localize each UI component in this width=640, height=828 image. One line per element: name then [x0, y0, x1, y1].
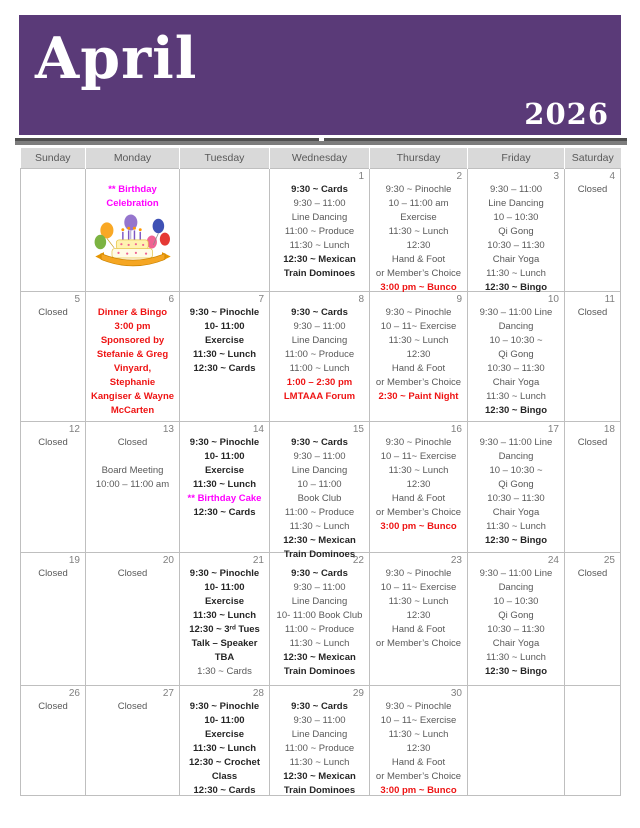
event-line: Chair Yoga	[492, 254, 540, 265]
event-line: 9:30 ~ Pinochle	[385, 568, 452, 579]
event-line: 9:30 ~ Pinochle	[189, 701, 260, 712]
week-row	[21, 422, 621, 553]
week-row	[21, 686, 621, 796]
event-line: Line Dancing	[291, 596, 348, 607]
date-number: 14	[252, 424, 264, 435]
day-cell	[565, 292, 621, 422]
event-line: 10 – 11:00	[297, 479, 342, 490]
event-line: or Member’s Choice	[375, 377, 462, 388]
event-line: ** Birthday Cake	[187, 493, 262, 504]
day-cell	[21, 292, 86, 422]
event-line: Exercise	[204, 465, 245, 476]
event-line: Train Dominoes	[283, 785, 356, 796]
event-line: 10- 11:00	[204, 715, 245, 726]
event-line: Vinyard,	[113, 363, 152, 374]
event-line: 10 – 11~ Exercise	[380, 582, 457, 593]
event-line: Hand & Foot	[391, 624, 446, 635]
day-cell	[565, 553, 621, 686]
event-line: 11:30 ~ Lunch	[388, 335, 449, 346]
date-number: 29	[352, 688, 364, 699]
date-number: 6	[168, 294, 174, 305]
day-header-thursday: Thursday	[370, 148, 468, 169]
date-number: 28	[252, 688, 264, 699]
day-cell-content	[468, 169, 564, 291]
event-line: 9:30 ~ Pinochle	[385, 184, 452, 195]
event-line: Qi Gong	[498, 610, 534, 621]
event-line: 9:30 ~ Cards	[291, 307, 348, 318]
event-line: 12:30 ~ Bingo	[484, 405, 548, 416]
event-line: 11:30 ~ Lunch	[486, 391, 546, 402]
day-header-friday: Friday	[468, 148, 565, 169]
event-line: 11:00 ~ Produce	[284, 226, 355, 237]
event-line: or Member’s Choice	[375, 507, 462, 518]
event-line: 12:30 ~ 3ʳᵈ Tues	[189, 624, 260, 635]
event-line: 9:30 – 11:00 Line	[479, 307, 553, 318]
day-cell-content	[86, 292, 179, 421]
date-number: 25	[603, 555, 615, 566]
event-line: Closed	[577, 307, 608, 318]
date-number: 9	[456, 294, 462, 305]
day-cell-content	[180, 686, 269, 795]
day-cell-content	[370, 686, 467, 795]
event-line: 12:30 ~ Bingo	[484, 535, 548, 546]
day-cell-content	[270, 553, 369, 685]
date-number: 10	[547, 294, 559, 305]
event-line: 11:00 ~ Produce	[284, 349, 355, 360]
event-line: Qi Gong	[498, 349, 534, 360]
date-number: 21	[252, 555, 264, 566]
day-cell	[86, 292, 180, 422]
event-line: Closed	[117, 568, 148, 579]
day-cell	[180, 553, 270, 686]
event-line: Closed	[577, 437, 608, 448]
event-line: 9:30 ~ Pinochle	[385, 701, 452, 712]
day-cell-content	[270, 169, 369, 291]
event-line: Hand & Foot	[391, 757, 446, 768]
day-cell-content	[370, 553, 467, 685]
date-number: 7	[258, 294, 264, 305]
event-line: 9:30 – 11:00	[293, 321, 346, 332]
event-line: 10:30 – 11:30	[487, 493, 545, 504]
event-line: 11:30 ~ Lunch	[289, 240, 350, 251]
event-line: 10- 11:00	[204, 582, 245, 593]
month-banner	[19, 15, 621, 135]
event-line: Exercise	[204, 729, 245, 740]
event-line: Class	[211, 771, 238, 782]
event-line: Closed	[117, 437, 148, 448]
day-cell	[270, 553, 370, 686]
event-line: McCarten	[110, 405, 155, 416]
date-number	[182, 170, 267, 183]
event-line: 1:30 ~ Cards	[197, 666, 252, 677]
event-line: 9:30 – 11:00	[293, 582, 346, 593]
day-cell-content	[370, 292, 467, 421]
day-header-row	[21, 148, 621, 169]
event-line: 11:30 ~ Lunch	[388, 226, 449, 237]
event-line: 3:00 pm	[114, 321, 151, 332]
day-cell-content	[565, 686, 620, 795]
event-line: Kangiser & Wayne	[90, 391, 175, 402]
event-line: 9:30 – 11:00 Line	[479, 568, 553, 579]
event-line: Closed	[38, 307, 68, 318]
day-cell	[21, 422, 86, 553]
day-cell-content	[468, 292, 564, 421]
day-header-sunday: Sunday	[21, 148, 86, 169]
day-cell	[180, 686, 270, 796]
day-cell-content	[21, 292, 85, 421]
event-line: Exercise	[400, 212, 437, 223]
date-number: 24	[547, 555, 559, 566]
event-line: 12:30 ~ Bingo	[484, 666, 548, 677]
day-cell	[86, 422, 180, 553]
event-line: 9:30 ~ Cards	[291, 568, 348, 579]
event-line: 11:30 ~ Lunch	[388, 729, 449, 740]
event-line: 11:30 ~ Lunch	[388, 596, 449, 607]
date-number: 3	[553, 171, 559, 182]
date-number: 1	[358, 171, 364, 182]
day-cell	[270, 292, 370, 422]
day-cell	[468, 292, 565, 422]
day-cell	[468, 422, 565, 553]
week-row	[21, 292, 621, 422]
event-line: 10 – 11:00 am	[388, 198, 449, 209]
divider-notch	[319, 138, 324, 141]
event-line: Exercise	[204, 335, 245, 346]
day-cell-content	[270, 422, 369, 560]
event-line: 9:30 – 11:00	[293, 715, 346, 726]
day-cell	[370, 292, 468, 422]
event-line: 12:30 ~ Mexican	[283, 771, 356, 782]
event-line: or Member’s Choice	[375, 268, 462, 279]
event-line: 11:30 ~ Lunch	[388, 465, 449, 476]
event-line: 12:30	[406, 479, 431, 490]
event-line: Dancing	[498, 451, 534, 462]
day-cell	[270, 422, 370, 560]
event-line: Chair Yoga	[492, 507, 540, 518]
event-line: 2:30 ~ Paint Night	[378, 391, 459, 402]
event-line: 3:00 pm ~ Bunco	[380, 785, 457, 796]
day-cell	[565, 686, 621, 796]
event-line: 9:30 ~ Pinochle	[189, 568, 260, 579]
day-cell	[86, 553, 180, 686]
day-cell	[370, 553, 468, 686]
event-line: 9:30 – 11:00	[293, 451, 346, 462]
day-cell	[21, 553, 86, 686]
event-line: Closed	[577, 568, 608, 579]
day-cell-content	[86, 422, 179, 552]
event-line: 12:30 ~ Cards	[193, 363, 256, 374]
event-line: 11:30 ~ Lunch	[192, 349, 257, 360]
date-number: 8	[358, 294, 364, 305]
event-line: 1:00 – 2:30 pm	[286, 377, 353, 388]
date-number: 26	[68, 688, 80, 699]
event-line: Dancing	[498, 321, 534, 332]
event-line: Stefanie & Greg	[96, 349, 169, 360]
event-line: 9:30 ~ Pinochle	[189, 307, 260, 318]
day-cell-content	[565, 553, 620, 685]
date-number: 4	[609, 171, 615, 182]
event-line: 11:30 ~ Lunch	[289, 638, 350, 649]
day-header-monday: Monday	[86, 148, 180, 169]
event-line: Train Dominoes	[283, 549, 356, 560]
day-cell-content	[468, 686, 564, 795]
event-line: 12:30	[406, 743, 431, 754]
event-line: 12:30 ~ Mexican	[283, 535, 356, 546]
day-cell-content	[21, 169, 85, 291]
day-cell	[86, 169, 180, 292]
event-line: Sponsored by	[100, 335, 165, 346]
day-cell	[468, 169, 565, 292]
event-line: 11:30 ~ Lunch	[192, 610, 257, 621]
event-line: 12:30 ~ Bingo	[484, 282, 548, 293]
event-line: 10- 11:00 Book Club	[276, 610, 363, 621]
event-line: Qi Gong	[498, 479, 534, 490]
day-cell-content	[565, 422, 620, 552]
event-line: 10- 11:00	[204, 451, 245, 462]
day-cell	[180, 169, 270, 292]
event-line: Hand & Foot	[391, 493, 446, 504]
date-number: 13	[162, 424, 174, 435]
day-cell	[370, 169, 468, 292]
event-line: 12:30	[406, 610, 431, 621]
event-line: 11:00 ~ Produce	[284, 624, 355, 635]
event-line: Celebration	[106, 198, 159, 209]
event-line: 11:00 ~ Produce	[284, 507, 355, 518]
event-line: 12:30 ~ Cards	[193, 507, 256, 518]
date-number: 20	[162, 555, 174, 566]
event-line: 12:30 ~ Crochet	[188, 757, 261, 768]
day-cell	[270, 169, 370, 292]
event-line: 11:30 ~ Lunch	[192, 479, 257, 490]
event-line: Qi Gong	[498, 226, 534, 237]
event-line: 10 – 10:30 ~	[489, 465, 543, 476]
event-line: 9:30 ~ Cards	[291, 701, 348, 712]
event-line: 11:30 ~ Lunch	[486, 268, 546, 279]
day-cell	[565, 169, 621, 292]
date-number	[567, 687, 618, 700]
event-line: 9:30 ~ Cards	[291, 184, 348, 195]
event-line: 3:00 pm ~ Bunco	[380, 282, 457, 293]
event-line: 9:30 – 11:00	[489, 184, 543, 195]
day-cell	[180, 422, 270, 553]
date-number	[23, 170, 83, 183]
event-line: Chair Yoga	[492, 638, 540, 649]
event-line: 12:30	[406, 349, 431, 360]
day-cell-content	[180, 292, 269, 421]
event-line: Chair Yoga	[492, 377, 540, 388]
day-cell	[86, 686, 180, 796]
event-line: 11:00 ~ Produce	[284, 743, 355, 754]
day-cell-content	[21, 553, 85, 685]
day-header-tuesday: Tuesday	[180, 148, 270, 169]
day-cell-content	[370, 169, 467, 291]
event-line: 10- 11:00	[204, 321, 245, 332]
birthday-cake-image	[88, 213, 177, 276]
event-line: Talk – Speaker	[191, 638, 258, 649]
date-number: 22	[352, 555, 364, 566]
date-number: 11	[604, 294, 615, 305]
event-line: Closed	[577, 184, 608, 195]
day-cell-content	[270, 292, 369, 421]
day-cell	[370, 686, 468, 796]
week-row	[21, 553, 621, 686]
date-number: 16	[450, 424, 462, 435]
day-cell	[180, 292, 270, 422]
date-number: 5	[74, 294, 80, 305]
event-line: 11:30 ~ Lunch	[289, 521, 350, 532]
date-number	[470, 687, 562, 700]
day-cell	[468, 553, 565, 686]
day-cell-content	[180, 422, 269, 552]
event-line: 10 – 10:30 ~	[489, 335, 543, 346]
event-line: 9:30 ~ Pinochle	[385, 437, 452, 448]
event-line: Exercise	[204, 596, 245, 607]
event-line: 3:00 pm ~ Bunco	[380, 521, 457, 532]
spacer-line	[88, 450, 177, 464]
day-cell	[565, 422, 621, 553]
event-line: 12:30	[406, 240, 431, 251]
day-cell	[21, 686, 86, 796]
day-header-saturday: Saturday	[565, 148, 621, 169]
event-line: or Member’s Choice	[375, 638, 462, 649]
event-line: 10 – 10:30	[493, 596, 539, 607]
date-number: 23	[450, 555, 462, 566]
event-line: Train Dominoes	[283, 268, 356, 279]
event-line: 10:00 – 11:00 am	[95, 479, 170, 490]
day-cell	[370, 422, 468, 553]
date-number: 18	[603, 424, 615, 435]
event-line: 10 – 11~ Exercise	[380, 451, 457, 462]
event-line: 10 – 11~ Exercise	[380, 715, 457, 726]
event-line: 12:30 ~ Cards	[193, 785, 256, 796]
calendar-table	[20, 148, 621, 796]
event-line: 11:00 ~ Lunch	[289, 363, 350, 374]
event-line: Closed	[38, 437, 68, 448]
date-number: 27	[162, 688, 174, 699]
event-line: TBA	[214, 652, 235, 663]
year-label: 2026	[524, 97, 609, 131]
event-line: Line Dancing	[291, 729, 348, 740]
event-line: 11:30 ~ Lunch	[289, 757, 350, 768]
event-line: Dinner & Bingo	[97, 307, 168, 318]
event-line: Line Dancing	[291, 335, 348, 346]
day-cell-content	[370, 422, 467, 552]
day-cell-content	[86, 686, 179, 795]
day-cell-content	[86, 169, 179, 291]
event-line: Line Dancing	[488, 198, 544, 209]
event-line: 10:30 – 11:30	[487, 624, 545, 635]
event-line: Board Meeting	[101, 465, 164, 476]
event-line: 10 – 10:30	[493, 212, 539, 223]
event-line: 11:30 ~ Lunch	[486, 521, 546, 532]
day-cell-content	[86, 553, 179, 685]
day-cell-content	[468, 422, 564, 552]
event-line: Closed	[117, 701, 148, 712]
event-line: or Member’s Choice	[375, 771, 462, 782]
date-number: 15	[352, 424, 364, 435]
day-cell	[468, 686, 565, 796]
event-line: Train Dominoes	[283, 666, 356, 677]
day-cell-content	[468, 553, 564, 685]
event-line: Line Dancing	[291, 212, 348, 223]
event-line: 9:30 – 11:00	[293, 198, 346, 209]
event-line: 9:30 – 11:00 Line	[479, 437, 553, 448]
event-line: 11:30 ~ Lunch	[192, 743, 257, 754]
event-line: Line Dancing	[291, 465, 348, 476]
day-cell-content	[565, 292, 620, 421]
date-number	[88, 170, 177, 183]
divider-bar	[15, 138, 627, 145]
event-line: LMTAAA Forum	[283, 391, 356, 402]
event-line: 10 – 11~ Exercise	[380, 321, 457, 332]
date-number: 19	[68, 555, 80, 566]
day-header-wednesday: Wednesday	[270, 148, 370, 169]
event-line: Hand & Foot	[391, 254, 446, 265]
week-row	[21, 169, 621, 292]
day-cell-content	[21, 686, 85, 795]
day-cell-content	[180, 169, 269, 291]
event-line: 10:30 – 11:30	[487, 363, 545, 374]
day-cell	[21, 169, 86, 292]
day-cell-content	[180, 553, 269, 685]
event-line: Dancing	[498, 582, 534, 593]
event-line: 10:30 – 11:30	[487, 240, 545, 251]
day-cell-content	[565, 169, 620, 291]
event-line: Closed	[38, 568, 68, 579]
date-number: 30	[450, 688, 462, 699]
event-line: 9:30 ~ Pinochle	[189, 437, 260, 448]
event-line: Stephanie	[109, 377, 156, 388]
calendar-body	[21, 169, 621, 796]
date-number: 2	[456, 171, 462, 182]
day-cell-content	[21, 422, 85, 552]
event-line: 11:30 ~ Lunch	[486, 652, 546, 663]
day-cell	[270, 686, 370, 796]
event-line: Hand & Foot	[391, 363, 446, 374]
event-line: ** Birthday	[108, 184, 157, 195]
event-line: 12:30 ~ Mexican	[283, 652, 356, 663]
date-number: 12	[68, 424, 80, 435]
event-line: Book Club	[297, 493, 342, 504]
event-line: 9:30 ~ Cards	[291, 437, 348, 448]
event-line: Closed	[38, 701, 68, 712]
date-number: 17	[547, 424, 559, 435]
event-line: 9:30 ~ Pinochle	[385, 307, 452, 318]
day-cell-content	[270, 686, 369, 795]
event-line: 12:30 ~ Mexican	[283, 254, 356, 265]
month-title: April	[35, 25, 198, 92]
